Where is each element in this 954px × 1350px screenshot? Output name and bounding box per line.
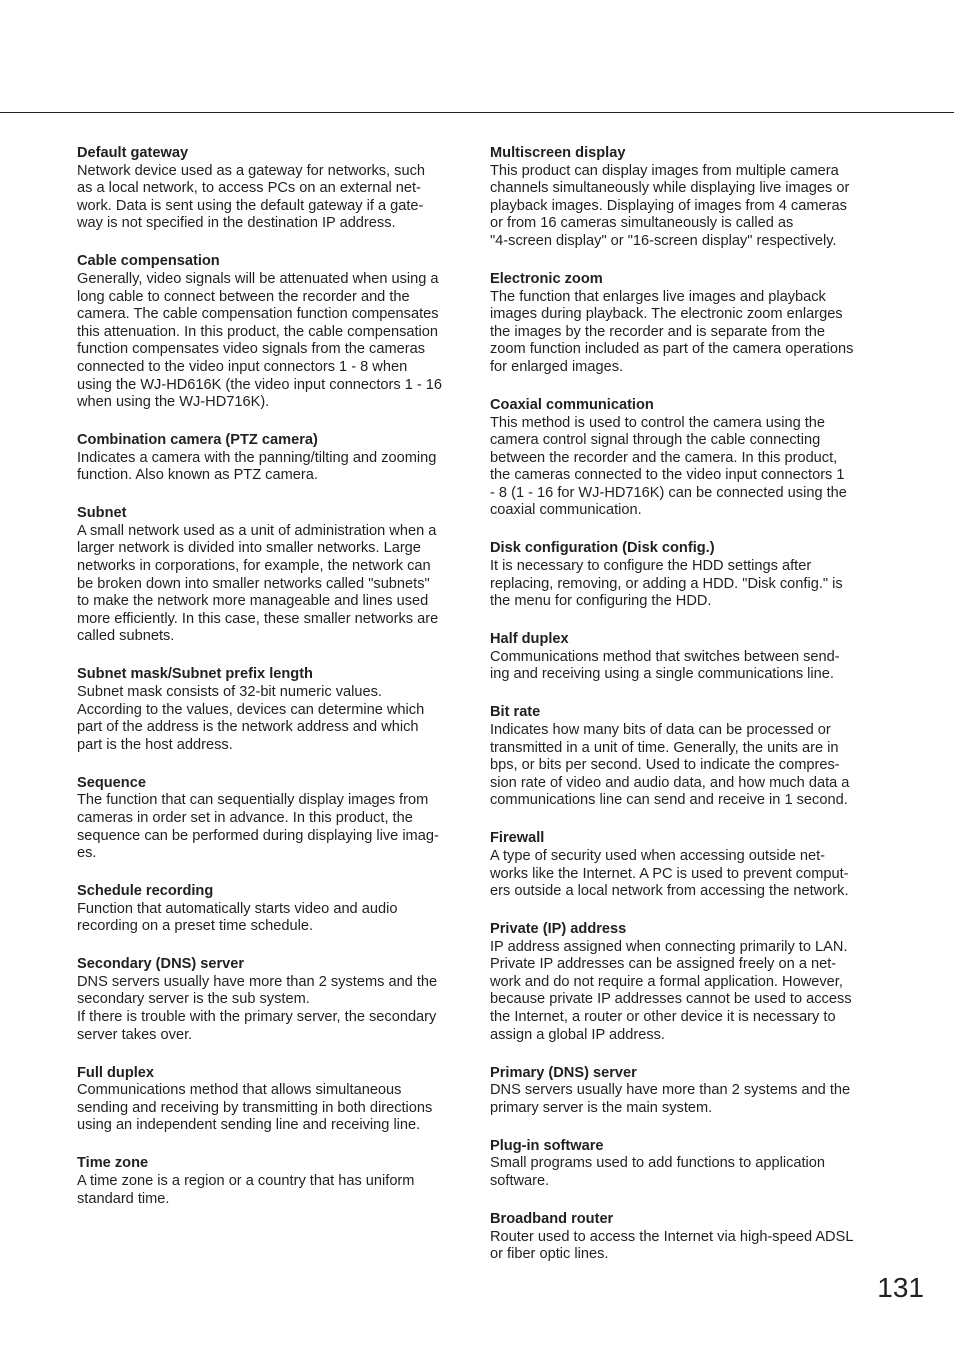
glossary-definition: A type of security used when accessing outside net- works like the Internet. A PC is used to prevent comput- ers outside a local network from accessing the network. (490, 847, 849, 900)
glossary-entry (77, 432, 467, 485)
glossary-term: Combination camera (PTZ camera) (77, 432, 318, 449)
glossary-term: Multiscreen display (490, 145, 626, 161)
glossary-entry (77, 883, 467, 936)
glossary-definition: This product can display images from multiple camera channels simultaneously while displaying live images or playback images. Displaying of images from 4 cameras or from 16 cameras simultaneously is called as "4-screen display" or "16-screen display" respectively. (490, 162, 850, 249)
glossary-term: Time zone (77, 1155, 149, 1172)
glossary-entry (490, 631, 882, 684)
glossary-definition: Function that automatically starts video and audio recording on a preset time schedule. (77, 900, 398, 935)
glossary-definition: This method is used to control the camera using the camera control signal through the cable connecting between the recorder and the camera. In this product, the cameras connected to the video input connectors 1 - 8 (1 - 16 for WJ-HD716K) can be connected using the coaxial communication. (490, 414, 847, 519)
glossary-term: Broadband router (490, 1211, 614, 1227)
glossary-entry (77, 666, 467, 754)
glossary-term: Subnet (77, 505, 127, 522)
glossary-definition: Subnet mask consists of 32-bit numeric values. According to the values, devices can determine which part of the address is the network address and which part is the host address. (77, 684, 425, 753)
page-number: 131 (877, 1272, 924, 1303)
glossary-entry (490, 704, 882, 810)
glossary-entry (77, 956, 467, 1044)
glossary-entry (490, 830, 882, 900)
glossary-definition: Communications method that allows simultaneous sending and receiving by transmitting in both directions using an independent sending line and receiving line. (77, 1082, 433, 1134)
glossary-term: Schedule recording (77, 883, 214, 900)
glossary-term: Default gateway (77, 145, 189, 161)
glossary-term: Firewall (490, 830, 545, 847)
glossary-entry (77, 253, 467, 411)
glossary-entry (490, 271, 882, 377)
glossary-entry (490, 145, 882, 251)
glossary-column-left (77, 145, 467, 1229)
glossary-term: Plug-in software (490, 1137, 604, 1154)
glossary-term: Coaxial communication (490, 396, 654, 413)
glossary-entry (77, 775, 467, 863)
glossary-definition: A time zone is a region or a country that has uniform standard time. (77, 1173, 415, 1207)
glossary-entry (77, 145, 467, 233)
glossary-definition: DNS servers usually have more than 2 systems and the primary server is the main system. (490, 1082, 851, 1116)
glossary-term: Secondary (DNS) server (77, 956, 245, 973)
glossary-entry (490, 1138, 882, 1191)
glossary-term: Half duplex (490, 631, 569, 648)
glossary-definition: Generally, video signals will be attenuated when using a long cable to connect between the recorder and the camera. The cable compensation function compensates this attenuation. In this product, the cable compensation function compensates video signals from the cameras connected to the video input connectors 1 - 8 when using the WJ-HD616K (the video input connectors 1 - 16 when using the WJ-HD716K). (77, 270, 443, 411)
glossary-definition: Indicates a camera with the panning/tilting and zooming function. Also known as PTZ camera. (77, 449, 437, 484)
glossary-term: Private (IP) address (490, 921, 627, 938)
glossary-term: Primary (DNS) server (490, 1064, 637, 1081)
glossary-term: Cable compensation (77, 253, 220, 270)
glossary-definition: IP address assigned when connecting primarily to LAN. Private IP addresses can be assigned freely on a net- work and do not require a formal application. However, because private IP addresses cannot be used to access the Internet, a router or other device it is necessary to assign a global IP address. (490, 938, 852, 1043)
glossary-entry (77, 505, 467, 646)
glossary-term: Bit rate (490, 704, 541, 721)
glossary-definition: Router used to access the Internet via high-speed ADSL or fiber optic lines. (490, 1228, 854, 1263)
glossary-definition: The function that can sequentially display images from cameras in order set in advance. In this product, the sequence can be performed during displaying live imag- es. (77, 792, 439, 862)
glossary-term: Sequence (77, 774, 146, 791)
glossary-definition: It is necessary to configure the HDD settings after replacing, removing, or adding a HDD. "Disk config." is the menu for configuring the HDD. (490, 558, 843, 610)
glossary-entry (77, 1155, 467, 1208)
glossary-definition: Communications method that switches between send- ing and receiving using a single communications line. (490, 648, 840, 683)
header-rule (0, 112, 954, 113)
glossary-definition: The function that enlarges live images and playback images during playback. The electronic zoom enlarges the images by the recorder and is separate from the zoom function included as part of the camera operations for enlarged images. (490, 288, 854, 375)
glossary-term: Subnet mask/Subnet prefix length (77, 666, 313, 683)
glossary-entry (490, 540, 882, 610)
glossary-column-right (490, 145, 882, 1284)
glossary-term: Disk configuration (Disk config.) (490, 540, 715, 557)
glossary-definition: A small network used as a unit of administration when a larger network is divided into smaller networks. Large networks in corporations, for example, the network can be broken down into smaller networks called "subnets" to make the network more manageable and lines used more efficiently. In this case, these smaller networks are called subnets. (77, 522, 439, 645)
glossary-definition: Small programs used to add functions to application software. (490, 1155, 826, 1190)
glossary-entry (490, 1211, 882, 1264)
glossary-entry (490, 921, 882, 1044)
glossary-entry (77, 1065, 467, 1135)
glossary-definition: Network device used as a gateway for networks, such as a local network, to access PCs on an external net- work. Data is sent using the default gateway if a gate- way is not specified in the destination IP address. (77, 162, 425, 232)
glossary-definition: Indicates how many bits of data can be processed or transmitted in a unit of time. Generally, the units are in bps, or bits per second. Used to indicate the compres- sion rate of video and audio data, and how much data a communications line can send and receive in 1 second. (490, 721, 850, 809)
glossary-definition: DNS servers usually have more than 2 systems and the secondary server is the sub system. If there is trouble with the primary server, the secondary server takes over. (77, 973, 438, 1043)
glossary-term: Full duplex (77, 1064, 155, 1081)
glossary-entry (490, 397, 882, 520)
glossary-term: Electronic zoom (490, 270, 603, 287)
glossary-entry (490, 1065, 882, 1118)
